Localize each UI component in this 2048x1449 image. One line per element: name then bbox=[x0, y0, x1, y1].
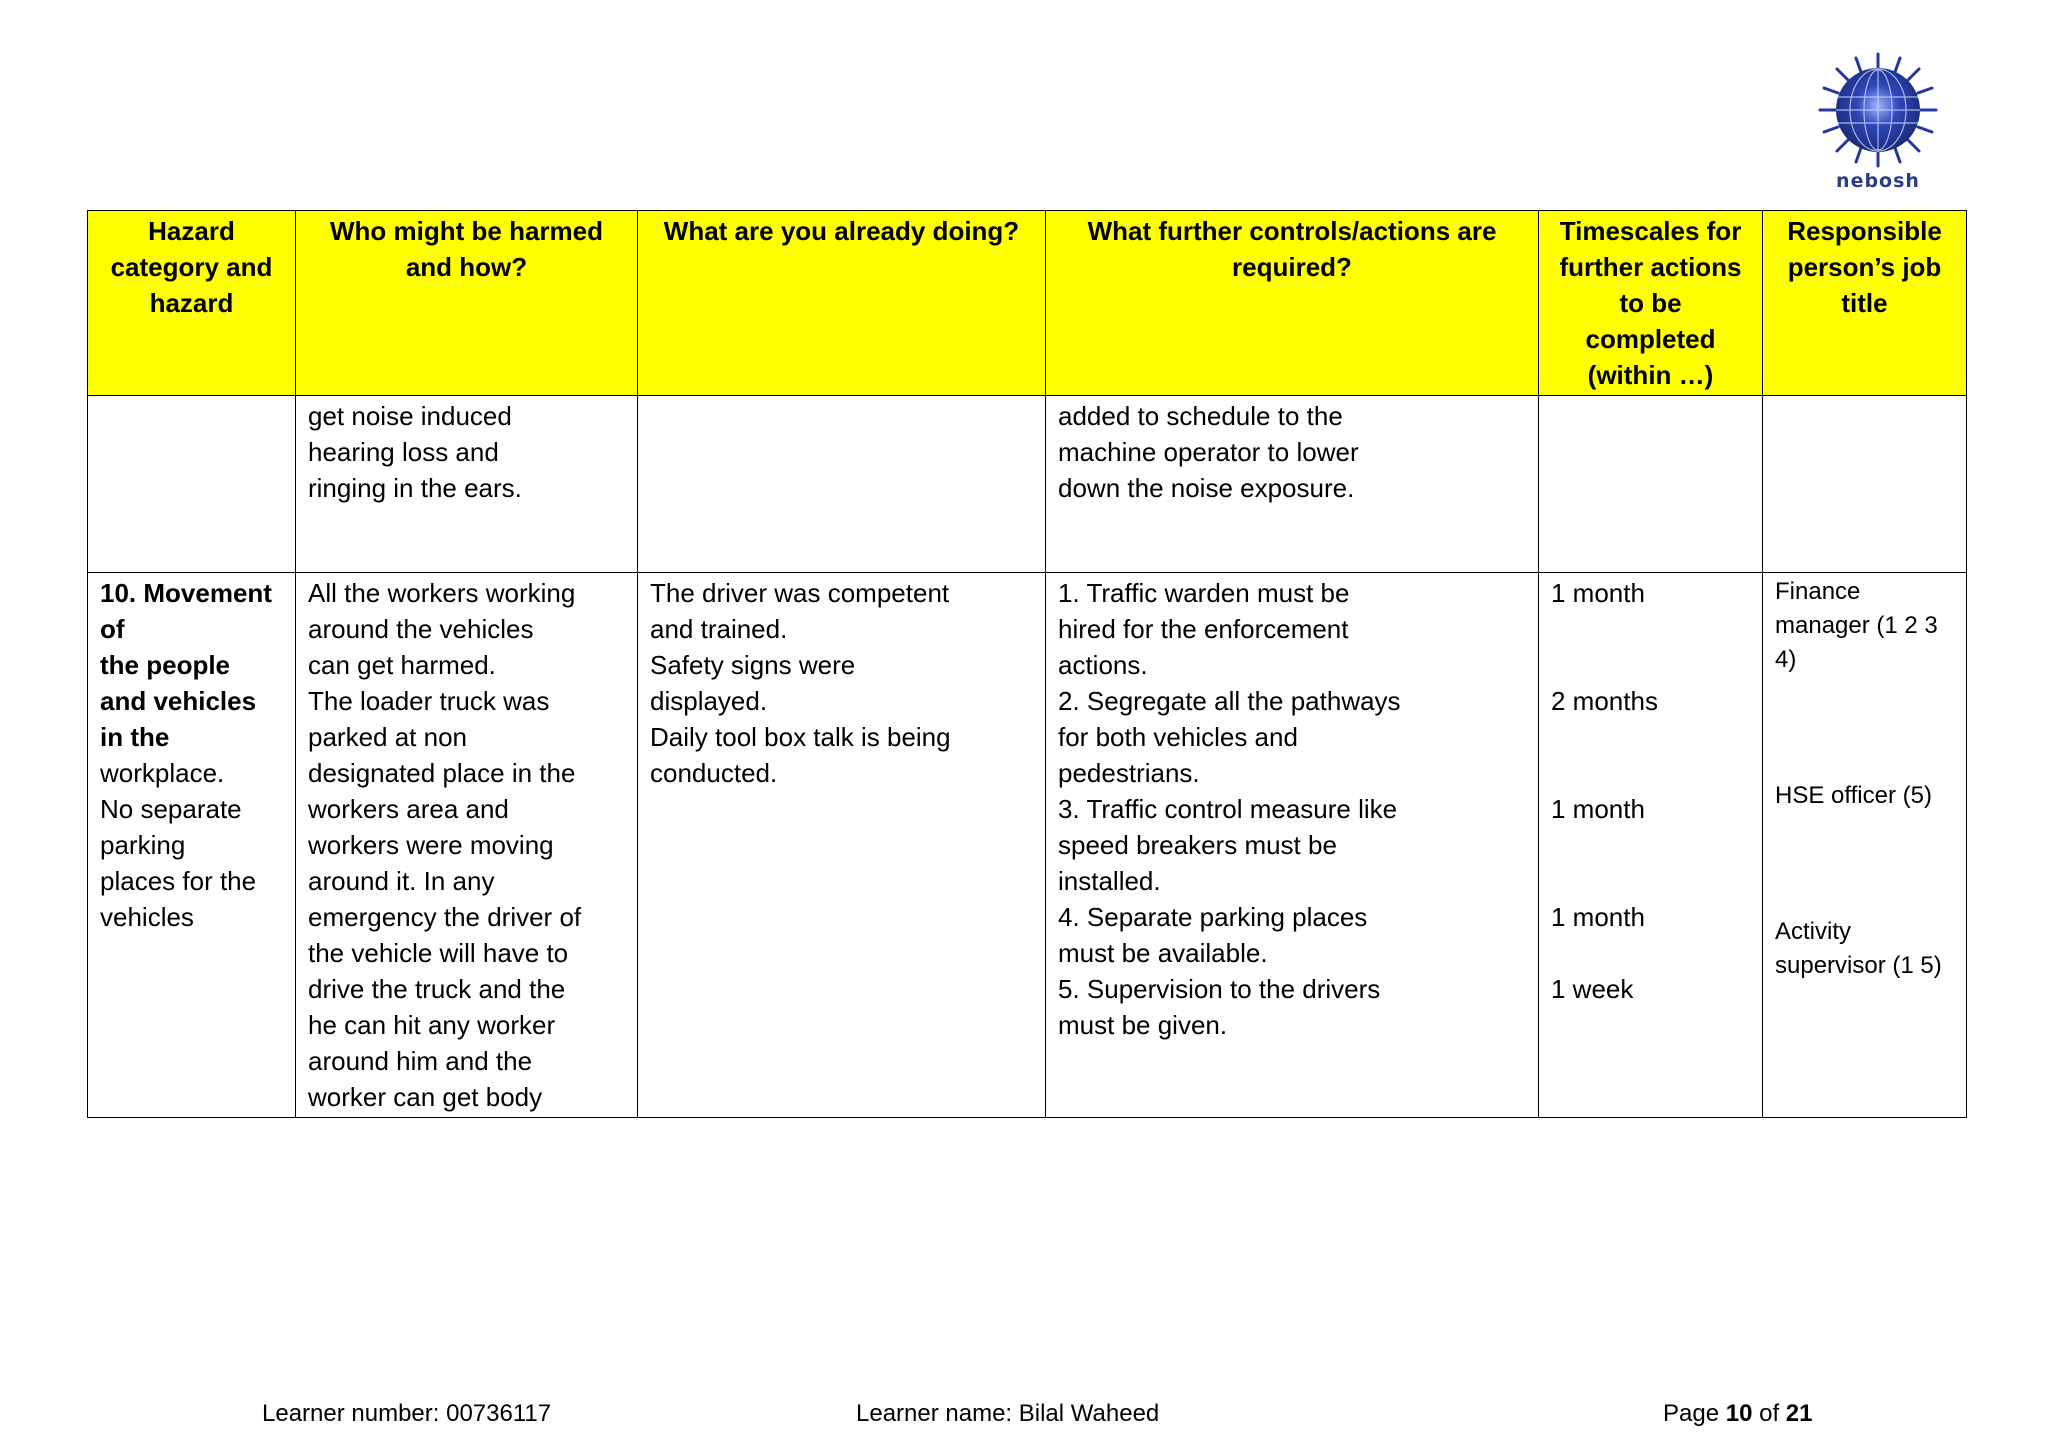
cell-line: ringing in the ears. bbox=[308, 473, 522, 503]
cell-line: The driver was competent bbox=[650, 578, 950, 608]
cell-line: places for the bbox=[100, 866, 257, 896]
cell-line: workers were moving bbox=[308, 830, 554, 860]
cell-line: the people bbox=[100, 650, 231, 680]
cell-line: The loader truck was bbox=[308, 686, 550, 716]
cell-line: and trained. bbox=[650, 614, 788, 644]
cell-line: parked at non bbox=[308, 722, 468, 752]
cell-line: actions. bbox=[1058, 650, 1148, 680]
risk-assessment-table bbox=[87, 210, 1967, 1118]
cell-line: 2. Segregate all the pathways bbox=[1058, 686, 1401, 716]
header-timescales: Timescales for further actions to be completed (within …) bbox=[1539, 211, 1763, 396]
cell-line: must be available. bbox=[1058, 938, 1268, 968]
table-row-continued bbox=[88, 396, 1967, 573]
cell-line: he can hit any worker bbox=[308, 1010, 556, 1040]
cell-line: get noise induced bbox=[308, 401, 512, 431]
footer-learner-name: Learner name: Bilal Waheed bbox=[856, 1400, 1160, 1427]
cell-line: must be given. bbox=[1058, 1010, 1228, 1040]
cell-line: 10. Movement bbox=[100, 578, 272, 608]
cell-hazard bbox=[88, 396, 296, 573]
cell-line: parking bbox=[100, 830, 186, 860]
header-who-harmed: Who might be harmed and how? bbox=[296, 211, 638, 396]
cell-already-doing bbox=[638, 573, 1046, 1118]
cell-line: installed. bbox=[1058, 866, 1161, 896]
cell-line: 1. Traffic warden must be bbox=[1058, 578, 1350, 608]
cell-who-harmed bbox=[296, 573, 638, 1118]
timescale-item: 1 month bbox=[1551, 794, 1645, 824]
footer-page-number bbox=[1663, 1400, 1812, 1428]
cell-timescales bbox=[1539, 573, 1763, 1118]
cell-line: around the vehicles bbox=[308, 614, 534, 644]
cell-line: hearing loss and bbox=[308, 437, 499, 467]
cell-line: drive the truck and the bbox=[308, 974, 566, 1004]
cell-line: speed breakers must be bbox=[1058, 830, 1337, 860]
cell-further-controls bbox=[1046, 573, 1539, 1118]
cell-line: in the bbox=[100, 722, 170, 752]
cell-line: 4. Separate parking places bbox=[1058, 902, 1368, 932]
timescale-item: 2 months bbox=[1551, 686, 1658, 716]
cell-line: Daily tool box talk is being bbox=[650, 722, 951, 752]
cell-line: and vehicles bbox=[100, 686, 257, 716]
cell-line: workers area and bbox=[308, 794, 509, 824]
cell-responsible bbox=[1763, 573, 1967, 1118]
cell-line: HSE officer (5) bbox=[1775, 782, 1932, 809]
cell-line: of bbox=[100, 614, 125, 644]
header-further-controls: What further controls/actions are required? bbox=[1046, 211, 1539, 396]
cell-line: designated place in the bbox=[308, 758, 576, 788]
cell-hazard bbox=[88, 573, 296, 1118]
cell-line: All the workers working bbox=[308, 578, 576, 608]
cell-line: Activity bbox=[1775, 918, 1852, 945]
cell-line: Safety signs were bbox=[650, 650, 856, 680]
cell-further-controls bbox=[1046, 396, 1539, 573]
cell-line: added to schedule to the bbox=[1058, 401, 1343, 431]
cell-line: No separate bbox=[100, 794, 242, 824]
timescale-item: 1 week bbox=[1551, 974, 1634, 1004]
cell-already-doing bbox=[638, 396, 1046, 573]
logo-wordmark: nebosh bbox=[1836, 170, 1920, 192]
header-already-doing: What are you already doing? bbox=[638, 211, 1046, 396]
table-row-10 bbox=[88, 573, 1967, 1118]
cell-line: can get harmed. bbox=[308, 650, 496, 680]
cell-line: pedestrians. bbox=[1058, 758, 1200, 788]
cell-line: machine operator to lower bbox=[1058, 437, 1359, 467]
cell-line: supervisor (1 5) bbox=[1775, 952, 1942, 979]
cell-line: 3. Traffic control measure like bbox=[1058, 794, 1398, 824]
cell-line: down the noise exposure. bbox=[1058, 473, 1355, 503]
table-header-row bbox=[88, 211, 1967, 396]
cell-who-harmed bbox=[296, 396, 638, 573]
timescale-item: 1 month bbox=[1551, 902, 1645, 932]
page-current: 10 bbox=[1725, 1400, 1753, 1427]
cell-line: 4) bbox=[1775, 646, 1797, 673]
cell-line: around it. In any bbox=[308, 866, 495, 896]
cell-line: conducted. bbox=[650, 758, 778, 788]
cell-line: displayed. bbox=[650, 686, 768, 716]
cell-line: hired for the enforcement bbox=[1058, 614, 1349, 644]
nebosh-logo bbox=[1816, 52, 1940, 198]
cell-responsible bbox=[1763, 396, 1967, 573]
cell-line: manager (1 2 3 bbox=[1775, 612, 1938, 639]
cell-line: workplace. bbox=[100, 758, 225, 788]
cell-line: around him and the bbox=[308, 1046, 533, 1076]
cell-line: emergency the driver of bbox=[308, 902, 582, 932]
cell-timescales bbox=[1539, 396, 1763, 573]
header-hazard: Hazard category and hazard bbox=[88, 211, 296, 396]
cell-line: Finance bbox=[1775, 578, 1861, 605]
page-of: of bbox=[1752, 1400, 1786, 1427]
cell-line: for both vehicles and bbox=[1058, 722, 1298, 752]
cell-line: the vehicle will have to bbox=[308, 938, 569, 968]
footer-learner-number: Learner number: 00736117 bbox=[262, 1400, 552, 1427]
cell-line: vehicles bbox=[100, 902, 194, 932]
timescale-item: 1 month bbox=[1551, 578, 1645, 608]
cell-line: worker can get body bbox=[308, 1082, 543, 1112]
cell-line: 5. Supervision to the drivers bbox=[1058, 974, 1381, 1004]
nebosh-globe-logo-icon bbox=[1816, 52, 1940, 168]
page-prefix: Page bbox=[1663, 1400, 1726, 1427]
page-total: 21 bbox=[1785, 1400, 1813, 1427]
header-responsible: Responsible person’s job title bbox=[1763, 211, 1967, 396]
